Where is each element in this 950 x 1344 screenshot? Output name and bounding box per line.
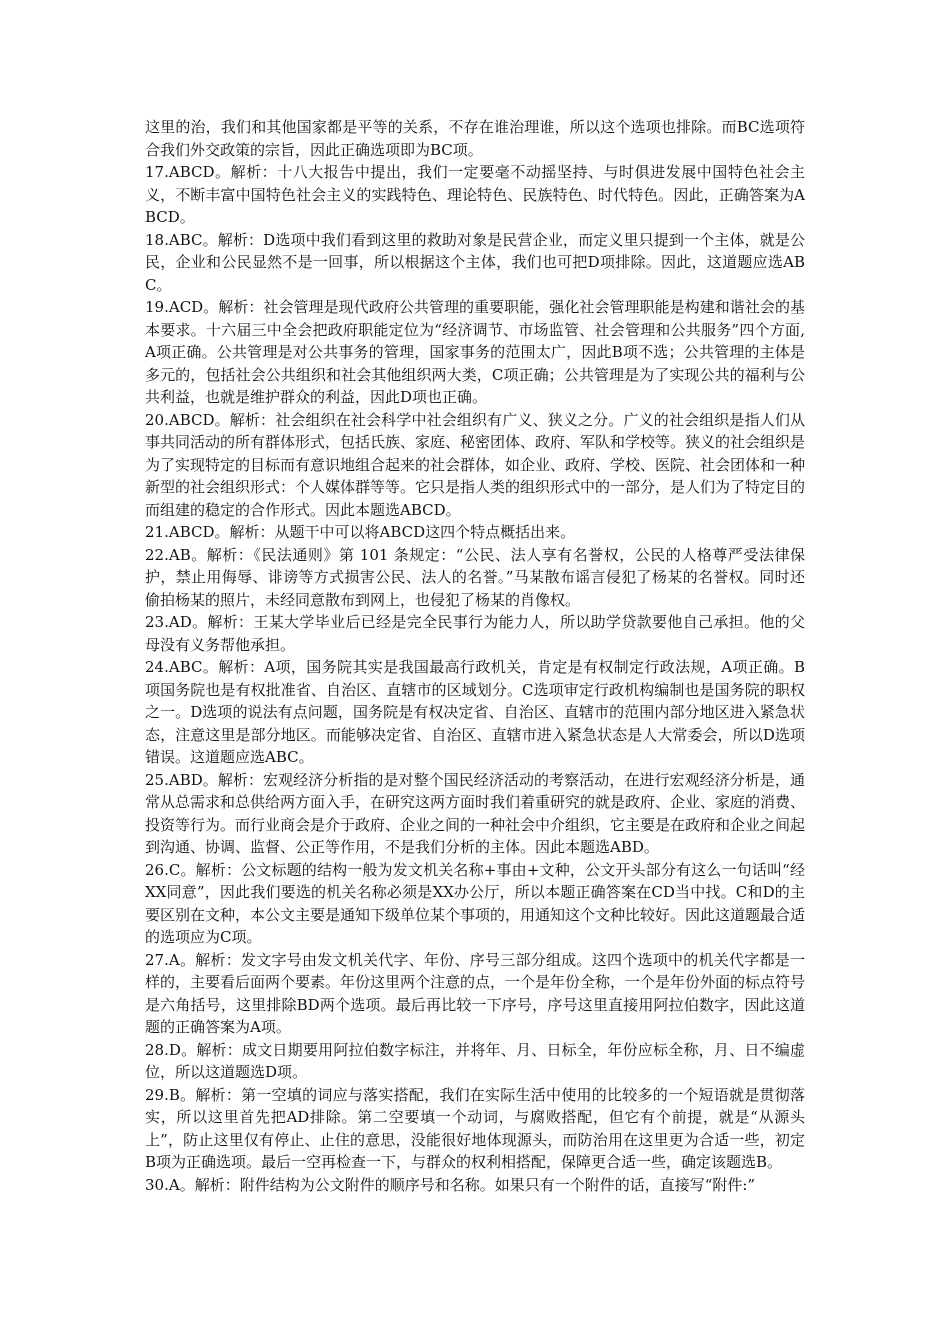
paragraph-intro: 这里的治，我们和其他国家都是平等的关系，不存在谁治理谁，所以这个选项也排除。而BC选项符合我们外交政策的宗旨，因此正确选项即为BC项。 [145,118,805,159]
answer-23: 23.AD。解析：王某大学毕业后已经是完全民事行为能力人，所以助学贷款要他自己承担。他的父母没有义务帮他承担。 [145,613,805,654]
answer-29: 29.B。解析：第一空填的词应与落实搭配，我们在实际生活中使用的比较多的一个短语就是贯彻落实，所以这里首先把AD排除。第二空要填一个动词，与腐败搭配，但它有个前提，就是“从源头上”，防止这里仅有停止、止住的意思，没能很好地体现源头，而防治用在这里更为合适一些，初定B项为正确选项。最后一空再检查一下，与群众的权利相搭配，保障更合适一些，确定该题选B。 [145,1085,805,1171]
answer-20: 20.ABCD。解析：社会组织在社会科学中社会组织有广义、狭义之分。广义的社会组织是指人们从事共同活动的所有群体形式，包括氏族、家庭、秘密团体、政府、军队和学校等。狭义的社会组织是为了实现特定的目标而有意识地组合起来的社会群体，如企业、政府、学校、医院、社会团体和一种新型的社会组织形式：个人媒体群等等。它只是指人类的组织形式中的一部分，是人们为了特定目的而组建的稳定的合作形式。因此本题选ABCD。 [145,410,806,519]
answer-27: 27.A。解析：发文字号由发文机关代字、年份、序号三部分组成。这四个选项中的机关代字都是一样的，主要看后面两个要素。年份这里两个注意的点，一个是年份全称，一个是年份外面的标点符号是六角括号，这里排除BD两个选项。最后再比较一下序号，序号这里直接用阿拉伯数字，因此这道题的正确答案为A项。 [145,950,806,1036]
answer-22: 22.AB。解析：《民法通则》第 101 条规定：“公民、法人享有名誉权，公民的人格尊严受法律保护，禁止用侮辱、诽谤等方式损害公民、法人的名誉。”马某散布谣言侵犯了杨某的名誉权。同时还偷拍杨某的照片，未经同意散布到网上，也侵犯了杨某的肖像权。 [145,545,805,609]
answer-24: 24.ABC。解析：A项，国务院其实是我国最高行政机关，肯定是有权制定行政法规，A项正确。B项国务院也是有权批准省、自治区、直辖市的区域划分。C选项审定行政机构编制也是国务院的职权之一。D选项的说法有点问题，国务院是有权决定省、自治区、直辖市的范围内部分地区进入紧急状态，注意这里是部分地区。而能够决定省、自治区、直辖市进入紧急状态是人大常委会，所以D选项错误。这道题应选ABC。 [145,658,805,766]
answer-28: 28.D。解析：成文日期要用阿拉伯数字标注，并将年、月、日标全，年份应标全称，月、日不编虚位，所以这道题选D项。 [145,1040,805,1081]
answer-19: 19.ACD。解析：社会管理是现代政府公共管理的重要职能，强化社会管理职能是构建和谐社会的基本要求。十六届三中全会把政府职能定位为“经济调节、市场监管、社会管理和公共服务”四个方面,A项正确。公共管理是对公共事务的管理，国家事务的范围太广，因此B项不选；公共管理的主体是多元的，包括社会公共组织和社会其他组织两大类，C项正确；公共管理是为了实现公共的福利与公共利益，也就是维护群众的利益，因此D项也正确。 [145,298,805,406]
answer-26: 26.C。解析：公文标题的结构一般为发文机关名称+事由+文种，公文开头部分有这么一句话叫“经XX同意”，因此我们要选的机关名称必须是XX办公厅，所以本题正确答案在CD当中找。C和D的主要区别在文种，本公文主要是通知下级单位某个事项的，用通知这个文种比较好。因此这道题最合适的选项应为C项。 [145,860,806,946]
answer-25: 25.ABD。解析：宏观经济分析指的是对整个国民经济活动的考察活动，在进行宏观经济分析是，通常从总需求和总供给两方面入手，在研究这两方面时我们着重研究的就是政府、企业、家庭的消费、投资等行为。而行业商会是介于政府、企业之间的一种社会中介组织，它主要是在政府和企业之间起到沟通、协调、监督、公正等作用，不是我们分析的主体。因此本题选ABD。 [145,770,806,856]
answer-18: 18.ABC。解析：D选项中我们看到这里的救助对象是民营企业，而定义里只提到一个主体，就是公民，企业和公民显然不是一回事，所以根据这个主体，我们也可把D项排除。因此，这道题应选ABC。 [145,230,805,294]
document-page [145,116,805,1196]
answer-21: 21.ABCD。解析：从题干中可以将ABCD这四个特点概括出来。 [145,523,576,541]
answer-30: 30.A。解析：附件结构为公文附件的顺序号和名称。如果只有一个附件的话，直接写“附件:” [145,1175,756,1194]
answer-17: 17.ABCD。解析：十八大报告中提出，我们一定要毫不动摇坚持、与时俱进发展中国特色社会主义，不断丰富中国特色社会主义的实践特色、理论特色、民族特色、时代特色。因此，正确答案为ABCD。 [145,163,805,226]
